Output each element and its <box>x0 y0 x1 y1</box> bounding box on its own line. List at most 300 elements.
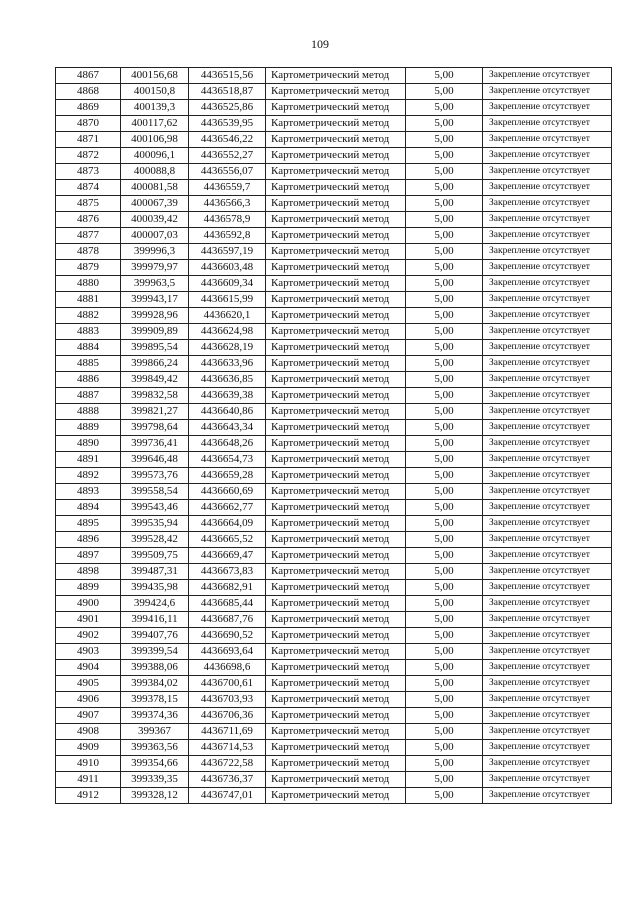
marking-status-cell: Закрепление отсутствует <box>483 532 612 548</box>
table-row <box>56 420 612 436</box>
point-number-cell: 4877 <box>56 228 121 244</box>
y-coordinate-cell: 4436597,19 <box>189 244 266 260</box>
x-coordinate-cell: 400039,42 <box>121 212 189 228</box>
y-coordinate-cell: 4436552,27 <box>189 148 266 164</box>
y-coordinate-cell: 4436539,95 <box>189 116 266 132</box>
method-cell: Картометрический метод <box>266 756 406 772</box>
table-row <box>56 100 612 116</box>
method-cell: Картометрический метод <box>266 436 406 452</box>
method-cell: Картометрический метод <box>266 228 406 244</box>
precision-cell: 5,00 <box>406 308 483 324</box>
y-coordinate-cell: 4436687,76 <box>189 612 266 628</box>
point-number-cell: 4867 <box>56 68 121 84</box>
x-coordinate-cell: 399943,17 <box>121 292 189 308</box>
marking-status-cell: Закрепление отсутствует <box>483 132 612 148</box>
y-coordinate-cell: 4436690,52 <box>189 628 266 644</box>
table-row <box>56 308 612 324</box>
point-number-cell: 4903 <box>56 644 121 660</box>
table-row <box>56 228 612 244</box>
point-number-cell: 4912 <box>56 788 121 804</box>
x-coordinate-cell: 399535,94 <box>121 516 189 532</box>
method-cell: Картометрический метод <box>266 516 406 532</box>
method-cell: Картометрический метод <box>266 580 406 596</box>
y-coordinate-cell: 4436615,99 <box>189 292 266 308</box>
marking-status-cell: Закрепление отсутствует <box>483 356 612 372</box>
precision-cell: 5,00 <box>406 180 483 196</box>
precision-cell: 5,00 <box>406 100 483 116</box>
x-coordinate-cell: 399416,11 <box>121 612 189 628</box>
method-cell: Картометрический метод <box>266 244 406 260</box>
precision-cell: 5,00 <box>406 580 483 596</box>
method-cell: Картометрический метод <box>266 788 406 804</box>
point-number-cell: 4880 <box>56 276 121 292</box>
precision-cell: 5,00 <box>406 212 483 228</box>
x-coordinate-cell: 399367 <box>121 724 189 740</box>
marking-status-cell: Закрепление отсутствует <box>483 756 612 772</box>
table-row <box>56 692 612 708</box>
marking-status-cell: Закрепление отсутствует <box>483 580 612 596</box>
point-number-cell: 4908 <box>56 724 121 740</box>
marking-status-cell: Закрепление отсутствует <box>483 596 612 612</box>
table-row <box>56 500 612 516</box>
precision-cell: 5,00 <box>406 116 483 132</box>
x-coordinate-cell: 399979,97 <box>121 260 189 276</box>
marking-status-cell: Закрепление отсутствует <box>483 612 612 628</box>
point-number-cell: 4876 <box>56 212 121 228</box>
y-coordinate-cell: 4436703,93 <box>189 692 266 708</box>
x-coordinate-cell: 399798,64 <box>121 420 189 436</box>
y-coordinate-cell: 4436628,19 <box>189 340 266 356</box>
method-cell: Картометрический метод <box>266 196 406 212</box>
method-cell: Картометрический метод <box>266 388 406 404</box>
point-number-cell: 4870 <box>56 116 121 132</box>
y-coordinate-cell: 4436578,9 <box>189 212 266 228</box>
marking-status-cell: Закрепление отсутствует <box>483 324 612 340</box>
method-cell: Картометрический метод <box>266 484 406 500</box>
table-row <box>56 324 612 340</box>
x-coordinate-cell: 400067,39 <box>121 196 189 212</box>
method-cell: Картометрический метод <box>266 340 406 356</box>
table-row <box>56 84 612 100</box>
method-cell: Картометрический метод <box>266 676 406 692</box>
precision-cell: 5,00 <box>406 484 483 500</box>
y-coordinate-cell: 4436685,44 <box>189 596 266 612</box>
table-row <box>56 276 612 292</box>
point-number-cell: 4899 <box>56 580 121 596</box>
method-cell: Картометрический метод <box>266 500 406 516</box>
table-row <box>56 548 612 564</box>
y-coordinate-cell: 4436525,86 <box>189 100 266 116</box>
method-cell: Картометрический метод <box>266 532 406 548</box>
table-row <box>56 260 612 276</box>
marking-status-cell: Закрепление отсутствует <box>483 180 612 196</box>
method-cell: Картометрический метод <box>266 212 406 228</box>
marking-status-cell: Закрепление отсутствует <box>483 436 612 452</box>
coordinates-table <box>55 67 612 804</box>
point-number-cell: 4874 <box>56 180 121 196</box>
table-row <box>56 644 612 660</box>
table-row <box>56 484 612 500</box>
marking-status-cell: Закрепление отсутствует <box>483 372 612 388</box>
x-coordinate-cell: 399339,35 <box>121 772 189 788</box>
x-coordinate-cell: 399384,02 <box>121 676 189 692</box>
x-coordinate-cell: 400117,62 <box>121 116 189 132</box>
marking-status-cell: Закрепление отсутствует <box>483 228 612 244</box>
x-coordinate-cell: 399354,66 <box>121 756 189 772</box>
precision-cell: 5,00 <box>406 692 483 708</box>
y-coordinate-cell: 4436636,85 <box>189 372 266 388</box>
point-number-cell: 4893 <box>56 484 121 500</box>
precision-cell: 5,00 <box>406 292 483 308</box>
point-number-cell: 4896 <box>56 532 121 548</box>
y-coordinate-cell: 4436603,48 <box>189 260 266 276</box>
x-coordinate-cell: 399832,58 <box>121 388 189 404</box>
marking-status-cell: Закрепление отсутствует <box>483 564 612 580</box>
method-cell: Картометрический метод <box>266 276 406 292</box>
table-row <box>56 628 612 644</box>
marking-status-cell: Закрепление отсутствует <box>483 68 612 84</box>
y-coordinate-cell: 4436698,6 <box>189 660 266 676</box>
point-number-cell: 4872 <box>56 148 121 164</box>
method-cell: Картометрический метод <box>266 292 406 308</box>
point-number-cell: 4898 <box>56 564 121 580</box>
table-row <box>56 164 612 180</box>
x-coordinate-cell: 399895,54 <box>121 340 189 356</box>
x-coordinate-cell: 400156,68 <box>121 68 189 84</box>
y-coordinate-cell: 4436639,38 <box>189 388 266 404</box>
marking-status-cell: Закрепление отсутствует <box>483 772 612 788</box>
y-coordinate-cell: 4436518,87 <box>189 84 266 100</box>
method-cell: Картометрический метод <box>266 468 406 484</box>
precision-cell: 5,00 <box>406 148 483 164</box>
y-coordinate-cell: 4436693,64 <box>189 644 266 660</box>
precision-cell: 5,00 <box>406 740 483 756</box>
marking-status-cell: Закрепление отсутствует <box>483 212 612 228</box>
point-number-cell: 4900 <box>56 596 121 612</box>
marking-status-cell: Закрепление отсутствует <box>483 276 612 292</box>
x-coordinate-cell: 400007,03 <box>121 228 189 244</box>
y-coordinate-cell: 4436659,28 <box>189 468 266 484</box>
x-coordinate-cell: 400150,8 <box>121 84 189 100</box>
point-number-cell: 4884 <box>56 340 121 356</box>
table-row <box>56 740 612 756</box>
y-coordinate-cell: 4436609,34 <box>189 276 266 292</box>
x-coordinate-cell: 399866,24 <box>121 356 189 372</box>
marking-status-cell: Закрепление отсутствует <box>483 500 612 516</box>
method-cell: Картометрический метод <box>266 356 406 372</box>
point-number-cell: 4888 <box>56 404 121 420</box>
table-row <box>56 436 612 452</box>
marking-status-cell: Закрепление отсутствует <box>483 660 612 676</box>
y-coordinate-cell: 4436669,47 <box>189 548 266 564</box>
point-number-cell: 4891 <box>56 452 121 468</box>
marking-status-cell: Закрепление отсутствует <box>483 84 612 100</box>
marking-status-cell: Закрепление отсутствует <box>483 452 612 468</box>
y-coordinate-cell: 4436592,8 <box>189 228 266 244</box>
precision-cell: 5,00 <box>406 532 483 548</box>
x-coordinate-cell: 399963,5 <box>121 276 189 292</box>
x-coordinate-cell: 400139,3 <box>121 100 189 116</box>
table-row <box>56 404 612 420</box>
marking-status-cell: Закрепление отсутствует <box>483 692 612 708</box>
point-number-cell: 4881 <box>56 292 121 308</box>
y-coordinate-cell: 4436556,07 <box>189 164 266 180</box>
marking-status-cell: Закрепление отсутствует <box>483 676 612 692</box>
y-coordinate-cell: 4436664,09 <box>189 516 266 532</box>
method-cell: Картометрический метод <box>266 420 406 436</box>
point-number-cell: 4883 <box>56 324 121 340</box>
marking-status-cell: Закрепление отсутствует <box>483 708 612 724</box>
point-number-cell: 4907 <box>56 708 121 724</box>
precision-cell: 5,00 <box>406 500 483 516</box>
point-number-cell: 4892 <box>56 468 121 484</box>
point-number-cell: 4906 <box>56 692 121 708</box>
point-number-cell: 4869 <box>56 100 121 116</box>
y-coordinate-cell: 4436714,53 <box>189 740 266 756</box>
precision-cell: 5,00 <box>406 788 483 804</box>
x-coordinate-cell: 399528,42 <box>121 532 189 548</box>
precision-cell: 5,00 <box>406 260 483 276</box>
point-number-cell: 4886 <box>56 372 121 388</box>
point-number-cell: 4902 <box>56 628 121 644</box>
table-row <box>56 772 612 788</box>
marking-status-cell: Закрепление отсутствует <box>483 292 612 308</box>
precision-cell: 5,00 <box>406 660 483 676</box>
point-number-cell: 4910 <box>56 756 121 772</box>
marking-status-cell: Закрепление отсутствует <box>483 404 612 420</box>
y-coordinate-cell: 4436700,61 <box>189 676 266 692</box>
x-coordinate-cell: 399399,54 <box>121 644 189 660</box>
marking-status-cell: Закрепление отсутствует <box>483 420 612 436</box>
x-coordinate-cell: 399558,54 <box>121 484 189 500</box>
method-cell: Картометрический метод <box>266 148 406 164</box>
point-number-cell: 4897 <box>56 548 121 564</box>
precision-cell: 5,00 <box>406 132 483 148</box>
point-number-cell: 4905 <box>56 676 121 692</box>
method-cell: Картометрический метод <box>266 596 406 612</box>
precision-cell: 5,00 <box>406 164 483 180</box>
point-number-cell: 4890 <box>56 436 121 452</box>
table-row <box>56 516 612 532</box>
page-number: 109 <box>311 37 329 51</box>
marking-status-cell: Закрепление отсутствует <box>483 788 612 804</box>
precision-cell: 5,00 <box>406 196 483 212</box>
precision-cell: 5,00 <box>406 340 483 356</box>
marking-status-cell: Закрепление отсутствует <box>483 548 612 564</box>
point-number-cell: 4871 <box>56 132 121 148</box>
y-coordinate-cell: 4436747,01 <box>189 788 266 804</box>
x-coordinate-cell: 399821,27 <box>121 404 189 420</box>
y-coordinate-cell: 4436654,73 <box>189 452 266 468</box>
marking-status-cell: Закрепление отсутствует <box>483 628 612 644</box>
point-number-cell: 4901 <box>56 612 121 628</box>
marking-status-cell: Закрепление отсутствует <box>483 740 612 756</box>
method-cell: Картометрический метод <box>266 548 406 564</box>
precision-cell: 5,00 <box>406 420 483 436</box>
x-coordinate-cell: 400088,8 <box>121 164 189 180</box>
table-row <box>56 180 612 196</box>
precision-cell: 5,00 <box>406 564 483 580</box>
method-cell: Картометрический метод <box>266 724 406 740</box>
y-coordinate-cell: 4436546,22 <box>189 132 266 148</box>
y-coordinate-cell: 4436566,3 <box>189 196 266 212</box>
precision-cell: 5,00 <box>406 548 483 564</box>
method-cell: Картометрический метод <box>266 132 406 148</box>
x-coordinate-cell: 400081,58 <box>121 180 189 196</box>
y-coordinate-cell: 4436620,1 <box>189 308 266 324</box>
marking-status-cell: Закрепление отсутствует <box>483 468 612 484</box>
y-coordinate-cell: 4436736,37 <box>189 772 266 788</box>
table-row <box>56 788 612 804</box>
precision-cell: 5,00 <box>406 228 483 244</box>
marking-status-cell: Закрепление отсутствует <box>483 388 612 404</box>
precision-cell: 5,00 <box>406 596 483 612</box>
point-number-cell: 4875 <box>56 196 121 212</box>
marking-status-cell: Закрепление отсутствует <box>483 260 612 276</box>
x-coordinate-cell: 399928,96 <box>121 308 189 324</box>
table-row <box>56 532 612 548</box>
method-cell: Картометрический метод <box>266 180 406 196</box>
y-coordinate-cell: 4436665,52 <box>189 532 266 548</box>
point-number-cell: 4895 <box>56 516 121 532</box>
point-number-cell: 4894 <box>56 500 121 516</box>
table-row <box>56 148 612 164</box>
y-coordinate-cell: 4436559,7 <box>189 180 266 196</box>
marking-status-cell: Закрепление отсутствует <box>483 340 612 356</box>
precision-cell: 5,00 <box>406 388 483 404</box>
precision-cell: 5,00 <box>406 436 483 452</box>
marking-status-cell: Закрепление отсутствует <box>483 644 612 660</box>
precision-cell: 5,00 <box>406 612 483 628</box>
x-coordinate-cell: 399509,75 <box>121 548 189 564</box>
precision-cell: 5,00 <box>406 276 483 292</box>
table-row <box>56 68 612 84</box>
marking-status-cell: Закрепление отсутствует <box>483 196 612 212</box>
precision-cell: 5,00 <box>406 404 483 420</box>
table-row <box>56 340 612 356</box>
point-number-cell: 4889 <box>56 420 121 436</box>
method-cell: Картометрический метод <box>266 116 406 132</box>
x-coordinate-cell: 399424,6 <box>121 596 189 612</box>
y-coordinate-cell: 4436662,77 <box>189 500 266 516</box>
table-row <box>56 212 612 228</box>
precision-cell: 5,00 <box>406 244 483 260</box>
precision-cell: 5,00 <box>406 708 483 724</box>
x-coordinate-cell: 399487,31 <box>121 564 189 580</box>
method-cell: Картометрический метод <box>266 692 406 708</box>
table-row <box>56 676 612 692</box>
y-coordinate-cell: 4436633,96 <box>189 356 266 372</box>
y-coordinate-cell: 4436706,36 <box>189 708 266 724</box>
table-row <box>56 724 612 740</box>
x-coordinate-cell: 400106,98 <box>121 132 189 148</box>
method-cell: Картометрический метод <box>266 644 406 660</box>
table-row <box>56 564 612 580</box>
y-coordinate-cell: 4436711,69 <box>189 724 266 740</box>
table-row <box>56 612 612 628</box>
table-body <box>56 68 612 804</box>
x-coordinate-cell: 399407,76 <box>121 628 189 644</box>
method-cell: Картометрический метод <box>266 260 406 276</box>
point-number-cell: 4878 <box>56 244 121 260</box>
table-row <box>56 116 612 132</box>
marking-status-cell: Закрепление отсутствует <box>483 148 612 164</box>
point-number-cell: 4882 <box>56 308 121 324</box>
table-row <box>56 596 612 612</box>
precision-cell: 5,00 <box>406 452 483 468</box>
method-cell: Картометрический метод <box>266 772 406 788</box>
table-row <box>56 292 612 308</box>
precision-cell: 5,00 <box>406 468 483 484</box>
x-coordinate-cell: 399363,56 <box>121 740 189 756</box>
table-row <box>56 708 612 724</box>
table-row <box>56 196 612 212</box>
method-cell: Картометрический метод <box>266 660 406 676</box>
y-coordinate-cell: 4436648,26 <box>189 436 266 452</box>
method-cell: Картометрический метод <box>266 372 406 388</box>
point-number-cell: 4873 <box>56 164 121 180</box>
x-coordinate-cell: 399996,3 <box>121 244 189 260</box>
method-cell: Картометрический метод <box>266 740 406 756</box>
method-cell: Картометрический метод <box>266 308 406 324</box>
marking-status-cell: Закрепление отсутствует <box>483 516 612 532</box>
x-coordinate-cell: 399909,89 <box>121 324 189 340</box>
table-row <box>56 756 612 772</box>
method-cell: Картометрический метод <box>266 100 406 116</box>
marking-status-cell: Закрепление отсутствует <box>483 724 612 740</box>
precision-cell: 5,00 <box>406 84 483 100</box>
precision-cell: 5,00 <box>406 644 483 660</box>
precision-cell: 5,00 <box>406 324 483 340</box>
point-number-cell: 4868 <box>56 84 121 100</box>
y-coordinate-cell: 4436515,56 <box>189 68 266 84</box>
precision-cell: 5,00 <box>406 676 483 692</box>
table-row <box>56 132 612 148</box>
point-number-cell: 4909 <box>56 740 121 756</box>
marking-status-cell: Закрепление отсутствует <box>483 116 612 132</box>
method-cell: Картометрический метод <box>266 84 406 100</box>
method-cell: Картометрический метод <box>266 68 406 84</box>
marking-status-cell: Закрепление отсутствует <box>483 484 612 500</box>
y-coordinate-cell: 4436722,58 <box>189 756 266 772</box>
point-number-cell: 4879 <box>56 260 121 276</box>
marking-status-cell: Закрепление отсутствует <box>483 308 612 324</box>
table-row <box>56 388 612 404</box>
method-cell: Картометрический метод <box>266 564 406 580</box>
x-coordinate-cell: 399435,98 <box>121 580 189 596</box>
table-row <box>56 356 612 372</box>
precision-cell: 5,00 <box>406 68 483 84</box>
marking-status-cell: Закрепление отсутствует <box>483 100 612 116</box>
x-coordinate-cell: 400096,1 <box>121 148 189 164</box>
x-coordinate-cell: 399849,42 <box>121 372 189 388</box>
precision-cell: 5,00 <box>406 724 483 740</box>
precision-cell: 5,00 <box>406 356 483 372</box>
y-coordinate-cell: 4436643,34 <box>189 420 266 436</box>
precision-cell: 5,00 <box>406 372 483 388</box>
marking-status-cell: Закрепление отсутствует <box>483 164 612 180</box>
method-cell: Картометрический метод <box>266 404 406 420</box>
x-coordinate-cell: 399374,36 <box>121 708 189 724</box>
x-coordinate-cell: 399573,76 <box>121 468 189 484</box>
method-cell: Картометрический метод <box>266 628 406 644</box>
y-coordinate-cell: 4436660,69 <box>189 484 266 500</box>
point-number-cell: 4904 <box>56 660 121 676</box>
x-coordinate-cell: 399646,48 <box>121 452 189 468</box>
table-row <box>56 468 612 484</box>
method-cell: Картометрический метод <box>266 452 406 468</box>
x-coordinate-cell: 399388,06 <box>121 660 189 676</box>
